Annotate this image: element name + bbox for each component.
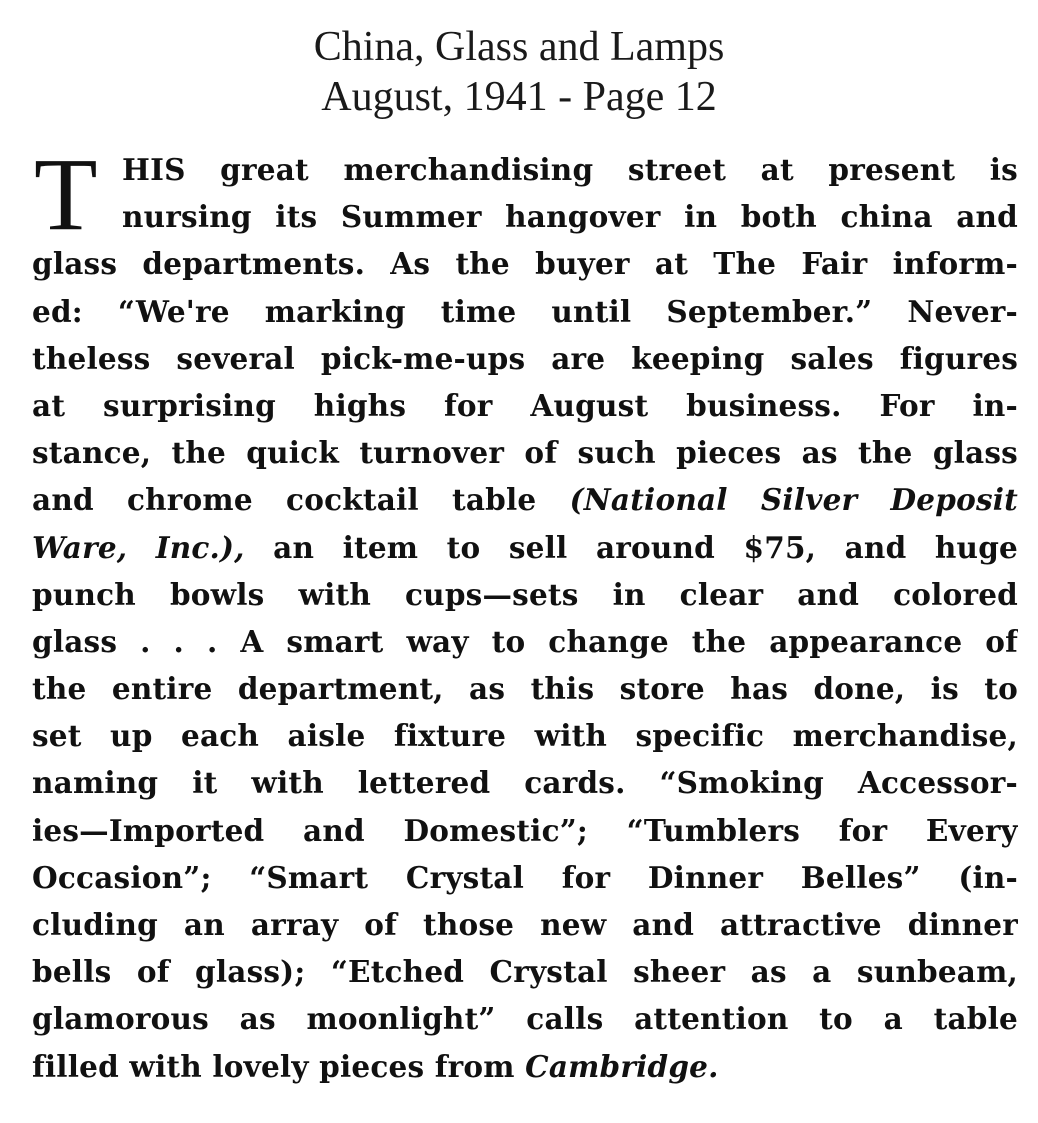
- article-line: bells of glass); “Etched Crystal sheer as a sunbeam,: [32, 954, 1018, 990]
- article-line: ed: “We're marking time until September.” Never-: [32, 293, 1018, 329]
- publication-title: China, Glass and Lamps: [313, 24, 725, 70]
- article-line: glamorous as moonlight” calls attention to a table: [32, 1001, 1018, 1037]
- article-line: the entire department, as this store has done, is to: [32, 671, 1018, 707]
- article-line: Occasion”; “Smart Crystal for Dinner Belles” (in-: [32, 859, 1018, 895]
- article-line: HIS great merchandising street at present is: [122, 152, 1018, 187]
- article-line: glass departments. As the buyer at The Fair inform-: [32, 246, 1018, 282]
- article-line: and chrome cocktail table (National Silver Deposit: [32, 482, 1018, 518]
- drop-cap: T: [34, 137, 98, 252]
- company-name-italic: (National Silver Deposit: [569, 482, 1018, 518]
- article-line: stance, the quick turnover of such pieces as the glass: [32, 435, 1018, 471]
- issue-date-page: August, 1941 - Page 12: [321, 74, 717, 120]
- company-name-italic: Cambridge.: [525, 1048, 719, 1084]
- article-line: Ware, Inc.), an item to sell around $75, and huge: [32, 529, 1018, 565]
- article-body: [32, 137, 1018, 1090]
- article-line: cluding an array of those new and attractive dinner: [32, 907, 1018, 942]
- article-line: set up each aisle fixture with specific merchandise,: [32, 718, 1018, 754]
- company-name-italic: Ware, Inc.),: [32, 529, 245, 565]
- article-line: nursing its Summer hangover in both china and: [122, 199, 1018, 235]
- masthead: [0, 22, 1038, 122]
- article-line: naming it with lettered cards. “Smoking Accessor-: [32, 765, 1018, 801]
- article-line: theless several pick-me-ups are keeping sales figures: [32, 340, 1018, 376]
- article-line: punch bowls with cups—sets in clear and colored: [32, 576, 1018, 612]
- article-line: ies—Imported and Domestic”; “Tumblers for Every: [32, 812, 1018, 848]
- article-line: glass . . . A smart way to change the appearance of: [32, 623, 1018, 659]
- article-line: at surprising highs for August business. For in-: [32, 387, 1018, 423]
- article-line: filled with lovely pieces from Cambridge.: [32, 1048, 719, 1084]
